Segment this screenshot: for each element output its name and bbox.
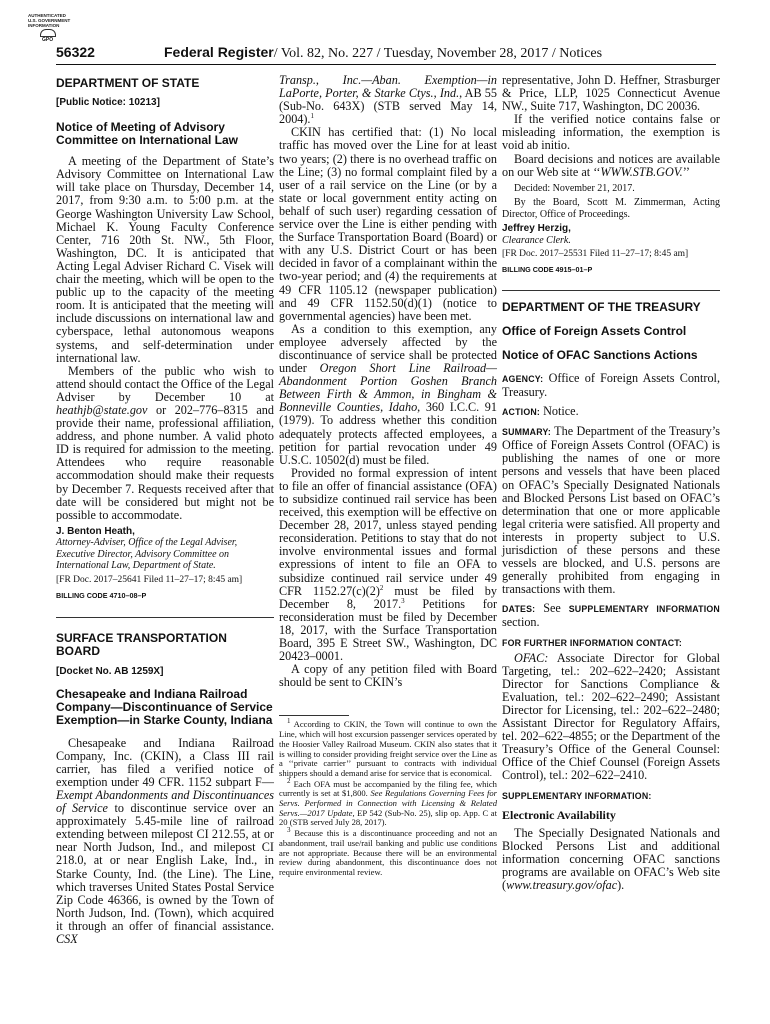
- state-paragraph: A meeting of the Department of State’s Advisory Committee on International Law will take place on Thursday, December 14, 2017, from 9:30 a.m. to 5:00 p.m. at the George Washington University Law School, Michael K. Young Faculty Conference Center, 716 20th St. NW., 5th Floor, Washington, DC. It is anticipated that Acting Legal Adviser Richard C. Visek will chair the meeting, which will be open to the public up to the capacity of the meeting room. It is anticipated that the meeting will include discussions on international law and cyberspace, lethal autonomous weapons systems, and self-determination under international law.: [56, 154, 274, 365]
- contact-email-link[interactable]: heathjb@state.gov: [56, 402, 148, 417]
- summary-field: SUMMARY: The Department of the Treasury’s Office of Foreign Assets Control (OFAC) is publishing the names of one or more persons and vessels that have been placed on OFAC’s Specially Designated Nationals and Blocked Persons List based on OFAC’s determination that one or more applicable legal criteria were satisfied. All property and interests in property subject to U.S. jurisdiction of these persons and these vessels are blocked, and U.S. persons are generally prohibited from engaging in transactions with them.: [502, 424, 720, 597]
- ofac-website-link[interactable]: www.treasury.gov/ofac: [506, 878, 618, 893]
- state-notice-id: [Public Notice: 10213]: [56, 97, 160, 109]
- signer-name: Jeffrey Herzig,: [502, 223, 571, 235]
- footnote: $^3$ Because this is a discontinuance proceeding and not an abandonment, trail use/rail banking and public use conditions are not appropriate. Because there will be an environmental review during abandonment, this discontinuance does not require environmental review.: [279, 826, 497, 877]
- action-field: ACTION: Notice.: [502, 404, 579, 419]
- publication-name: Federal Register: [164, 44, 274, 60]
- state-agency-heading: DEPARTMENT OF STATE: [56, 76, 200, 90]
- summary-label: SUMMARY:: [502, 427, 551, 438]
- ffi-label: FOR FURTHER INFORMATION CONTACT:: [502, 637, 683, 648]
- gpo-authenticated-logo: [28, 13, 72, 43]
- dates-field: DATES: See SUPPLEMENTARY INFORMATION section.: [502, 601, 720, 630]
- state-paragraph: Members of the public who wish to attend should contact the Office of the Legal Adviser by December 10 at heathjb@state.gov or 202–776–8315 and provide their name, professional affiliation, address, and phone number. A valid photo ID is required for admission to the meeting. Attendees who require reasonable accommodation should make their requests by December 7. Requests received after that date will be considered but might not be possible to accommodate.: [56, 363, 274, 522]
- footnote-ref[interactable]: 1: [310, 112, 314, 121]
- stb-paragraph: As a condition to this exemption, any employee adversely affected by the discontinuance of service shall be protected under Oregon Short Line Railroad—Abandonment Portion Goshen Branch Between Firth & Ammon, in Bingham & Bonneville Counties, Idaho, 360 I.C.C. 91 (1979). To address whether this condition adequately protects affected employees, a petition for partial revocation under 49 U.S.C. 10502(d) must be filed.: [279, 321, 497, 467]
- ffi-label-line: [502, 636, 720, 650]
- column-1: [56, 74, 274, 946]
- stb-paragraph: Chesapeake and Indiana Railroad Company, Inc. (CKIN), a Class III rail carrier, has filed a verified notice of exemption under 49 CFR. 1152 subpart F—Exempt Abandonments and Discontinuances of Service to discontinue service over an approximately 5.45-mile line of railroad extending between milepost CI 212.55, at or near North Judson, Ind., and milepost CI 218.0, at or near English Lake, Ind., in Starke County, Ind. (the Line). The Line, which traverses United States Postal Service Zip Code 46366, is owned by the Town of North Judson, Ind. (Town), which acquired it through an offer of financial assistance. CSX: [56, 735, 275, 946]
- footnote: $^1$ According to CKIN, the Town will continue to own the Line, which will host excursion passenger services operated by the Hoosier Valley Railroad Museum. CKIN also states that it is willing to consider providing freight service over the Line as a ‘‘private carrier’’ pursuant to contracts with individual shippers should a demand arise for service that is economical.: [279, 717, 497, 778]
- section-divider: [56, 617, 274, 618]
- treasury-notice-title: Notice of OFAC Sanctions Actions: [502, 347, 698, 362]
- electronic-availability-heading: Electronic Availability: [502, 807, 616, 822]
- stb-paragraph: Provided no formal expression of intent to file an offer of financial assistance (OFA) to subsidize continued rail service has been received, this exemption will be effective on December 28, 2017, unless stayed pending reconsideration. Petitions to stay that do not involve environmental issues and formal expressions of intent to file an OFA to subsidize continued rail service under 49 CFR $1152.27(c)(2)^2$ must be filed by December 8, 2017.$^3$ Petitions for reconsideration must be filed by December 18, 2017, with the Surface Transportation Board, 395 E Street SW., Washington, DC 20423–0001.: [279, 465, 498, 664]
- supplementary-label: SUPPLEMENTARY INFORMATION:: [502, 790, 652, 801]
- column-3: [502, 74, 720, 892]
- supplementary-label-line: [502, 789, 720, 803]
- footnote-ref[interactable]: 2: [379, 583, 384, 592]
- stb-paragraph: Board decisions and notices are available on our Web site at ‘‘WWW.STB.GOV.’’: [502, 151, 720, 179]
- header-rule: [56, 64, 716, 65]
- stb-docket-id: [Docket No. AB 1259X]: [56, 665, 164, 677]
- footnote-ref[interactable]: 3: [401, 596, 405, 605]
- running-head: [164, 44, 602, 62]
- signer-name: J. Benton Heath,: [56, 525, 135, 537]
- logo-line: U.S. GOVERNMENT: [28, 18, 71, 23]
- state-signature: [56, 526, 274, 602]
- page-number: 56322: [56, 44, 95, 60]
- logo-line: AUTHENTICATED: [28, 13, 66, 18]
- stb-agency-heading: SURFACE TRANSPORTATION BOARD: [56, 631, 227, 659]
- state-notice-title: Notice of Meeting of Advisory Committee on International Law: [56, 120, 239, 148]
- stb-paragraph-continued: Transp., Inc.—Aban. Exemption—in LaPorte, Porter, & Starke Ctys., Ind., AB 55 (Sub-No. 643X) (STB served May 14, 2004).$^1$: [279, 73, 497, 127]
- footnote: $^2$ Each OFA must be accompanied by the filing fee, which currently is set at $1,800. See Regulations Governing Fees for Servs. Performed in Connection with Licensing & Related Servs.—2017 Update, EP 542 (Sub-No. 25), slip op. App. C at 20 (STB served July 28, 2017).: [279, 776, 497, 828]
- fr-doc-line: [FR Doc. 2017–25641 Filed 11–27–17; 8:45 am]: [56, 574, 243, 585]
- fr-doc-line: [FR Doc. 2017–25531 Filed 11–27–17; 8:45 am]: [502, 249, 689, 260]
- gpo-seal-icon: [40, 29, 56, 37]
- page-header: [56, 44, 716, 60]
- decided-date: Decided: November 21, 2017.: [514, 182, 635, 194]
- stb-signature: [502, 183, 720, 276]
- gpo-label: GPO: [42, 37, 54, 43]
- section-divider: [502, 290, 720, 291]
- by-board: By the Board, Scott M. Zimmerman, Acting Director, Office of Proceedings.: [502, 197, 720, 220]
- footnote-rule: [279, 715, 349, 716]
- stb-paragraph: A copy of any petition filed with Board should be sent to CKIN’s: [279, 662, 497, 690]
- agency-field: AGENCY: Office of Foreign Assets Control, Treasury.: [502, 370, 720, 399]
- logo-line: INFORMATION: [28, 23, 60, 28]
- dates-label: DATES:: [502, 604, 536, 615]
- action-label: ACTION:: [502, 407, 541, 418]
- stb-paragraph-continued: representative, John D. Heffner, Strasburger & Price, LLP, 1025 Connecticut Avenue NW., Suite 717, Washington, DC 20036.: [502, 73, 720, 114]
- issue-details: / Vol. 82, No. 227 / Tuesday, November 28, 2017 / Notices: [273, 46, 603, 61]
- signer-title: Clearance Clerk.: [502, 234, 571, 246]
- column-2: [279, 74, 497, 879]
- billing-code: BILLING CODE 4710–08–P: [56, 590, 147, 600]
- agency-label: AGENCY:: [502, 373, 544, 384]
- stb-paragraph: CKIN has certified that: (1) No local traffic has moved over the Line for at least two years; (2) there is no overhead traffic on the Line; (3) no formal complaint filed by a user of a rail service on the Line (or by a state or local government entity acting on behalf of such user) regarding cessation of service over the Line is either pending with the Surface Transportation Board (Board) or with any U.S. District Court or has been decided in favor of a complainant within the two-year period; and (4) the requirements at 49 CFR 1105.12 (newspaper publication) and 49 CFR 1152.50(d)(1) (notice to governmental agencies) have been met.: [279, 125, 497, 323]
- ffi-field: OFAC: Associate Director for Global Targeting, tel.: 202–622–2420; Assistant Director for Sanctions Compliance & Evaluation, tel.: 202–622–2490; Assistant Director for Licensing, tel.: 202–622–2480; Assistant Director for Regulatory Affairs, tel. 202–622–4855; or the Department of the Treasury’s Office of the General Counsel: Office of the Chief Counsel (Foreign Assets Control), tel.: 202–622–2410.: [502, 650, 720, 783]
- treasury-paragraph: The Specially Designated Nationals and Blocked Persons List and additional information concerning OFAC sanctions programs are available on OFAC’s Web site (www.treasury.gov/ofac).: [502, 825, 720, 893]
- treasury-agency-heading: DEPARTMENT OF THE TREASURY: [502, 299, 701, 314]
- billing-code: BILLING CODE 4915–01–P: [502, 265, 593, 275]
- stb-notice-title: Chesapeake and Indiana Railroad Company—Discontinuance of Service Exemption—in Starke County, Indiana: [56, 686, 273, 727]
- treasury-office: Office of Foreign Assets Control: [502, 323, 687, 338]
- stb-website-link[interactable]: WWW.STB.GOV.: [600, 164, 683, 179]
- stb-paragraph: If the verified notice contains false or misleading information, the exemption is void ab initio.: [502, 112, 720, 153]
- signer-title: Attorney-Adviser, Office of the Legal Adviser, Executive Director, Advisory Committee on International Law, Department of State.: [56, 537, 238, 572]
